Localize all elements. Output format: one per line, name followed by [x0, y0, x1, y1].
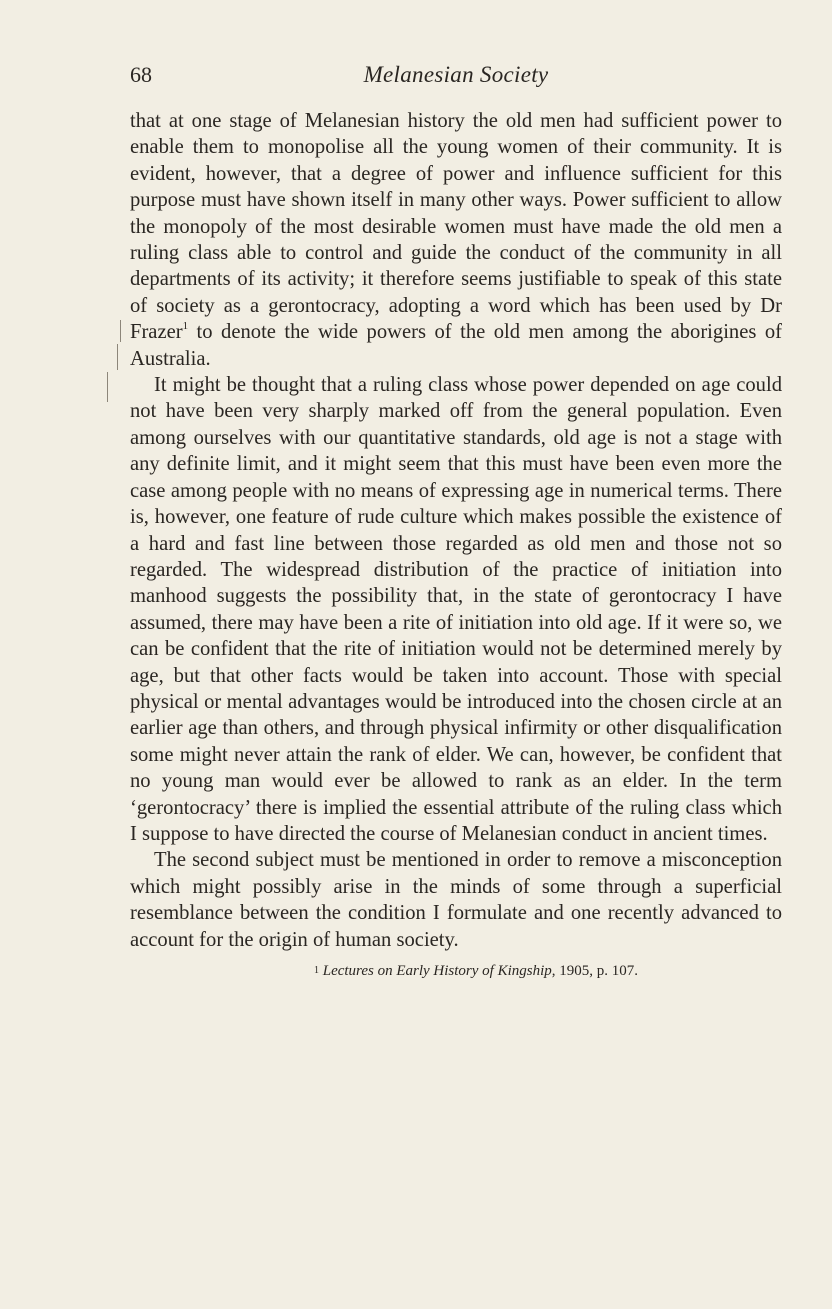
- footnote-reference-marker[interactable]: 1: [182, 320, 189, 333]
- paragraph-3: The second subject must be mentioned in order to remove a misconception which might possibly arise in the minds of some through a superficial resemblance between the condition I formulate and one recently advanced to account for the origin of human society.: [130, 849, 782, 951]
- paragraph-1: [130, 108, 782, 372]
- page-header: [130, 62, 782, 98]
- footnote-citation: , 1905, p. 107.: [551, 963, 639, 979]
- footnote: [130, 961, 782, 981]
- paragraph-2: It might be thought that a ruling class whose power depended on age could not have been very sharply marked off from the general population. Even among ourselves with our quantitative standards, old age is not a stage with any definite limit, and it might seem that this must have been even more the case among people with no means of expressing age in numerical terms. There is, however, one feature of rude culture which makes possible the existence of a hard and fast line between those regarded as old men and those not so regarded. The widespread distribution of the practice of initiation into manhood suggests the possibility that, in the state of gerontocracy I have assumed, there may have been a rite of initiation into old age. If it were so, we can be confident that the rite of initiation would not be determined merely by age, but that other facts would be taken into account. Those with special physical or mental advantages would be introduced into the chosen circle at an earlier age than others, and through physical infirmity or other disqualification some might never attain the rank of elder. We can, however, be confident that no young man would ever be allowed to rank as an elder. In the term ‘gerontocracy’ there is implied the essential attribute of the ruling class which I suppose to have directed the course of Melanesian conduct in ancient times.: [130, 374, 782, 845]
- running-title: Melanesian Society: [363, 62, 549, 87]
- footnote-title: Lectures on Early History of Kingship: [322, 963, 552, 979]
- margin-pencil-mark: [107, 372, 108, 402]
- page-number: 68: [130, 62, 152, 87]
- body-text: [130, 108, 782, 953]
- book-page: [130, 62, 782, 981]
- footnote-marker: 1: [313, 965, 319, 976]
- margin-pencil-mark: [117, 344, 118, 370]
- paragraph-1-text-continued: to denote the wide powers of the old men among the aborigines of Australia.: [130, 321, 782, 370]
- paragraph-1-text: that at one stage of Melanesian history the old men had sufficient power to enable them to monopolise all the young women of their community. It is evident, however, that a degree of power and influence sufficient for this purpose must have shown itself in many other ways. Power sufficient to allow the monopoly of the most desirable women must have made the old men a ruling class able to control and guide the conduct of the community in all departments of its activity; it therefore seems justifiable to speak of this state of society as a gerontocracy, adopting a word which has been used by Dr Frazer: [130, 110, 782, 344]
- margin-pencil-mark: [120, 320, 121, 342]
